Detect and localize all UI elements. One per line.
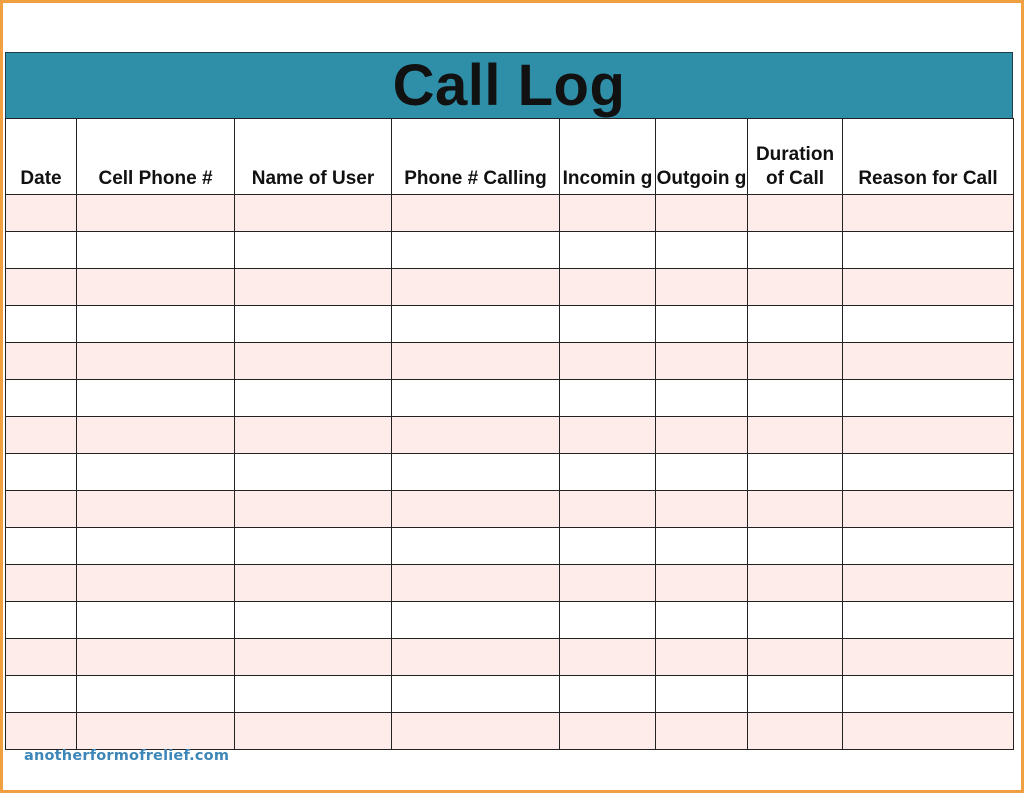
table-cell[interactable] [656,454,748,491]
table-cell[interactable] [843,639,1014,676]
table-cell[interactable] [77,639,235,676]
table-cell[interactable] [6,417,77,454]
table-cell[interactable] [560,343,656,380]
table-cell[interactable] [560,602,656,639]
table-row [6,417,1014,454]
table-cell[interactable] [560,380,656,417]
column-header-duration: Duration of Call [748,119,843,195]
table-cell[interactable] [560,269,656,306]
column-header-reason: Reason for Call [843,119,1014,195]
table-cell[interactable] [392,380,560,417]
table-cell[interactable] [392,713,560,750]
table-cell[interactable] [656,195,748,232]
table-cell[interactable] [6,232,77,269]
table-cell[interactable] [6,528,77,565]
table-cell[interactable] [656,639,748,676]
table-cell[interactable] [392,417,560,454]
call-log-body [6,195,1014,750]
table-cell[interactable] [77,602,235,639]
table-cell[interactable] [235,639,392,676]
table-cell[interactable] [392,565,560,602]
table-cell[interactable] [843,269,1014,306]
table-cell[interactable] [560,565,656,602]
table-cell[interactable] [560,232,656,269]
table-cell[interactable] [6,343,77,380]
page-title: Call Log [392,52,626,118]
table-row [6,380,1014,417]
table-cell[interactable] [77,676,235,713]
table-cell[interactable] [843,602,1014,639]
table-cell[interactable] [392,676,560,713]
table-cell[interactable] [77,565,235,602]
table-cell[interactable] [235,491,392,528]
table-cell[interactable] [235,195,392,232]
table-cell[interactable] [748,232,843,269]
table-cell[interactable] [6,195,77,232]
table-row [6,528,1014,565]
table-cell[interactable] [560,306,656,343]
title-bar [5,52,1013,118]
table-cell[interactable] [656,602,748,639]
table-cell[interactable] [235,602,392,639]
column-header-incoming: Incomin g [560,119,656,195]
table-cell[interactable] [748,676,843,713]
table-cell[interactable] [560,417,656,454]
table-cell[interactable] [748,491,843,528]
table-cell[interactable] [235,565,392,602]
table-cell[interactable] [560,713,656,750]
table-cell[interactable] [77,713,235,750]
table-cell[interactable] [235,713,392,750]
table-cell[interactable] [392,269,560,306]
table-row [6,676,1014,713]
table-row [6,232,1014,269]
table-cell[interactable] [656,676,748,713]
table-cell[interactable] [748,306,843,343]
table-row [6,195,1014,232]
table-row [6,306,1014,343]
table-cell[interactable] [235,269,392,306]
table-cell[interactable] [560,528,656,565]
table-cell[interactable] [77,343,235,380]
table-cell[interactable] [748,528,843,565]
table-cell[interactable] [843,454,1014,491]
footer-website: anotherformofrelief.com [24,748,230,764]
column-header-outgoing: Outgoin g [656,119,748,195]
table-cell[interactable] [560,676,656,713]
table-cell[interactable] [6,306,77,343]
header-row [6,119,1014,195]
table-row [6,602,1014,639]
table-cell[interactable] [77,380,235,417]
table-cell[interactable] [235,380,392,417]
table-cell[interactable] [843,232,1014,269]
column-header-phone-calling: Phone # Calling [392,119,560,195]
table-cell[interactable] [77,306,235,343]
table-cell[interactable] [6,639,77,676]
table-row [6,565,1014,602]
table-cell[interactable] [392,602,560,639]
table-cell[interactable] [656,713,748,750]
table-cell[interactable] [843,195,1014,232]
table-cell[interactable] [77,528,235,565]
table-cell[interactable] [6,380,77,417]
table-cell[interactable] [748,713,843,750]
table-cell[interactable] [560,491,656,528]
table-cell[interactable] [843,528,1014,565]
table-cell[interactable] [656,343,748,380]
table-cell[interactable] [392,232,560,269]
table-cell[interactable] [560,195,656,232]
table-cell[interactable] [656,565,748,602]
table-cell[interactable] [6,676,77,713]
table-cell[interactable] [560,454,656,491]
table-cell[interactable] [77,454,235,491]
table-cell[interactable] [843,713,1014,750]
table-cell[interactable] [843,417,1014,454]
table-row [6,454,1014,491]
table-cell[interactable] [748,269,843,306]
table-cell[interactable] [748,380,843,417]
table-cell[interactable] [235,417,392,454]
table-cell[interactable] [843,491,1014,528]
table-cell[interactable] [77,269,235,306]
table-cell[interactable] [843,565,1014,602]
table-cell[interactable] [843,343,1014,380]
table-cell[interactable] [6,454,77,491]
column-header-cell-phone: Cell Phone # [77,119,235,195]
table-cell[interactable] [235,528,392,565]
table-cell[interactable] [235,676,392,713]
call-log-sheet [5,52,1013,750]
table-cell[interactable] [748,639,843,676]
call-log-table [5,118,1014,750]
table-cell[interactable] [748,602,843,639]
table-cell[interactable] [748,417,843,454]
table-cell[interactable] [748,195,843,232]
table-cell[interactable] [235,232,392,269]
table-cell[interactable] [6,565,77,602]
table-cell[interactable] [560,639,656,676]
table-cell[interactable] [748,343,843,380]
table-cell[interactable] [392,306,560,343]
table-cell[interactable] [656,380,748,417]
table-row [6,491,1014,528]
table-cell[interactable] [6,491,77,528]
table-row [6,269,1014,306]
table-row [6,639,1014,676]
table-cell[interactable] [392,491,560,528]
table-cell[interactable] [748,565,843,602]
table-cell[interactable] [656,232,748,269]
table-cell[interactable] [392,639,560,676]
table-cell[interactable] [843,306,1014,343]
table-cell[interactable] [392,195,560,232]
table-cell[interactable] [656,417,748,454]
table-cell[interactable] [6,713,77,750]
column-header-date: Date [6,119,77,195]
table-row [6,343,1014,380]
table-cell[interactable] [656,306,748,343]
table-cell[interactable] [392,454,560,491]
table-cell[interactable] [656,269,748,306]
table-cell[interactable] [748,454,843,491]
table-cell[interactable] [392,528,560,565]
table-cell[interactable] [656,491,748,528]
table-cell[interactable] [77,195,235,232]
table-cell[interactable] [77,232,235,269]
table-cell[interactable] [235,343,392,380]
column-header-name-of-user: Name of User [235,119,392,195]
table-cell[interactable] [392,343,560,380]
table-cell[interactable] [77,417,235,454]
table-cell[interactable] [656,528,748,565]
table-cell[interactable] [77,491,235,528]
table-cell[interactable] [6,602,77,639]
table-cell[interactable] [235,306,392,343]
table-cell[interactable] [235,454,392,491]
table-cell[interactable] [843,380,1014,417]
table-row [6,713,1014,750]
table-cell[interactable] [843,676,1014,713]
table-cell[interactable] [6,269,77,306]
